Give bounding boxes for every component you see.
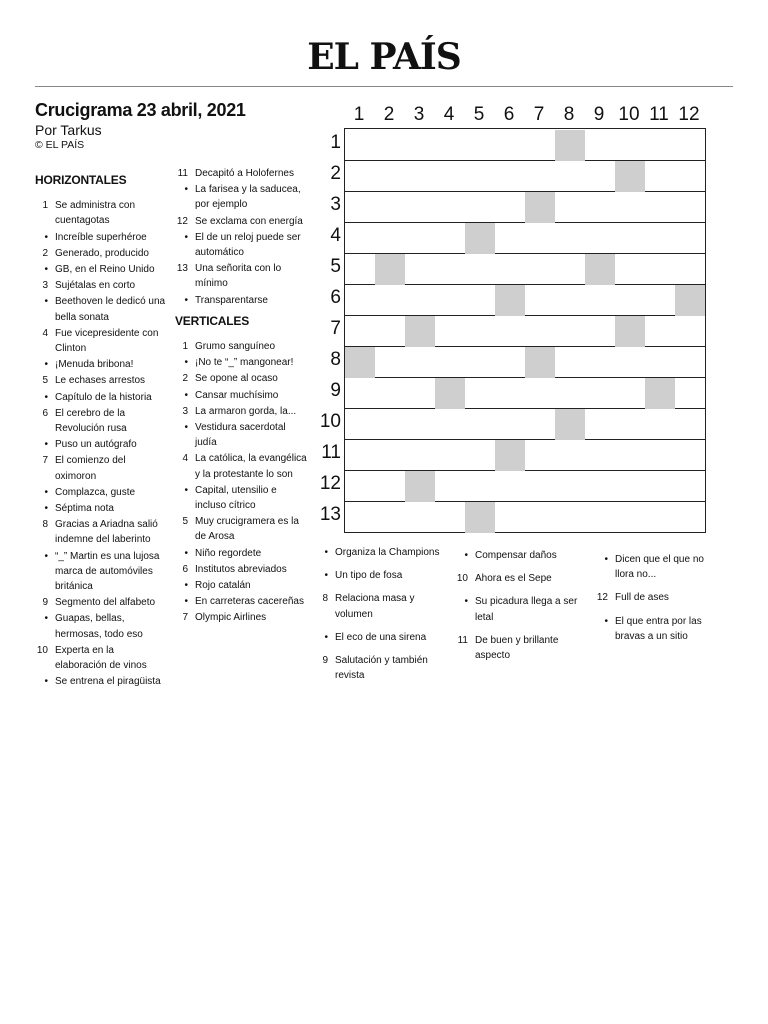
clue-text: Experta en la elaboración de vinos	[55, 644, 147, 672]
clue-item	[175, 230, 307, 260]
clue-number: 10	[36, 644, 48, 656]
row-number: 13	[319, 504, 341, 525]
clue-text: Muy crucigramera es la de Arosa	[195, 516, 299, 543]
clue-number: 3	[182, 405, 188, 417]
clue-text: Relaciona masa y volumen	[335, 593, 415, 620]
clue-text: De buen y brillante aspecto	[475, 634, 559, 662]
clue-number: 8	[322, 593, 328, 605]
clue-item	[315, 591, 445, 621]
copyright-notice: © EL PAÍS	[35, 139, 85, 151]
black-cell	[675, 285, 705, 316]
clue-text: ¡Menuda bribona!	[55, 359, 134, 371]
clue-text: Niño regordete	[195, 547, 262, 559]
clue-item	[175, 339, 307, 354]
clue-number: 3	[42, 280, 48, 292]
clue-item	[315, 630, 445, 645]
clue-text: Dicen que el que no llora no...	[615, 554, 704, 581]
black-cell	[465, 502, 495, 533]
clue-text: Se administra con cuentagotas	[55, 200, 136, 227]
masthead-logo: EL PAÍS	[307, 36, 461, 78]
clue-item	[175, 546, 307, 561]
clue-item	[35, 674, 167, 689]
clue-number: •	[44, 359, 48, 371]
clue-item	[35, 198, 167, 228]
row-number: 11	[321, 442, 341, 463]
clue-number: 9	[42, 597, 48, 609]
column-number: 2	[383, 104, 395, 125]
horizontales-heading: HORIZONTALES	[35, 173, 127, 187]
clue-number: 12	[176, 215, 188, 227]
clue-item	[35, 517, 167, 547]
clue-item	[175, 166, 307, 181]
clues-column-4	[455, 548, 585, 671]
clue-text: Capítulo de la historia	[55, 391, 152, 403]
row-number: 3	[330, 194, 341, 215]
black-cell	[555, 130, 585, 161]
clue-item	[35, 326, 167, 356]
grid-row-line	[345, 315, 705, 316]
clue-number: •	[44, 550, 48, 562]
clue-item	[595, 552, 710, 582]
clue-text: Cansar muchísimo	[195, 389, 279, 401]
clue-text: “_” Martin es una lujosa marca de automóviles británica	[55, 550, 160, 593]
clue-text: Séptima nota	[55, 503, 114, 515]
clues-column-2	[175, 166, 307, 627]
column-number: 12	[678, 104, 700, 125]
clue-item	[35, 611, 167, 641]
black-cell	[435, 378, 465, 409]
row-number: 8	[330, 349, 341, 370]
clue-text: Se opone al ocaso	[195, 373, 278, 385]
clue-number: 12	[596, 592, 608, 604]
black-cell	[405, 471, 435, 502]
clue-item	[35, 230, 167, 245]
clue-item	[35, 294, 167, 324]
clue-text: Segmento del alfabeto	[55, 597, 156, 609]
clue-number: •	[464, 550, 468, 561]
black-cell	[495, 285, 525, 316]
column-number: 8	[563, 104, 575, 125]
clue-text: Sujétalas en corto	[55, 280, 136, 292]
clue-text: Gracias a Ariadna salió indemne del laberinto	[55, 519, 158, 546]
grid-row-line	[345, 439, 705, 440]
clue-text: Capital, utensilio e incluso cítrico	[195, 484, 277, 512]
clue-number: 7	[42, 455, 48, 467]
clue-number: •	[44, 264, 48, 276]
clue-number: 4	[182, 453, 188, 465]
clue-item	[175, 214, 307, 229]
clue-number: 11	[457, 634, 468, 646]
clue-text: ¡No te “_” mangonear!	[195, 357, 294, 369]
black-cell	[405, 316, 435, 347]
clue-number: 5	[42, 375, 48, 387]
page-title: Crucigrama 23 abril, 2021	[35, 100, 246, 120]
clue-item	[175, 293, 307, 308]
clue-number: •	[44, 486, 48, 498]
black-cell	[525, 192, 555, 223]
black-cell	[585, 254, 615, 285]
clue-text: La farisea y la saducea, por ejemplo	[195, 184, 301, 211]
clue-item	[455, 633, 585, 663]
clue-text: Fue vicepresidente con Clinton	[55, 327, 159, 355]
column-number: 6	[503, 104, 515, 125]
black-cell	[495, 440, 525, 471]
clue-item	[175, 483, 307, 513]
clue-item	[315, 568, 445, 583]
clue-text: Se exclama con energía	[195, 215, 303, 227]
clue-number: •	[184, 294, 188, 306]
clue-item	[595, 590, 710, 605]
clue-text: Organiza la Champions	[335, 547, 440, 558]
clue-item	[35, 595, 167, 610]
black-cell	[645, 378, 675, 409]
clue-number: •	[44, 676, 48, 688]
grid-row-line	[345, 160, 705, 161]
clue-text: Decapitó a Holofernes	[195, 168, 294, 179]
crossword-grid[interactable]	[344, 128, 706, 533]
clue-item	[175, 420, 307, 450]
clue-text: Institutos abreviados	[195, 563, 287, 575]
clue-item	[35, 357, 167, 372]
clue-number: 9	[322, 655, 328, 667]
clue-item	[35, 437, 167, 452]
clue-text: Un tipo de fosa	[335, 570, 403, 582]
clue-text: El de un reloj puede ser automático	[195, 231, 301, 259]
clue-item	[35, 373, 167, 388]
row-number: 10	[319, 411, 341, 432]
clue-number: •	[44, 296, 48, 308]
clue-item	[175, 388, 307, 403]
clue-text: Rojo catalán	[195, 580, 251, 592]
clue-number: •	[44, 503, 48, 515]
black-cell	[345, 347, 375, 378]
clue-number: 2	[42, 247, 48, 259]
clue-item	[175, 578, 307, 593]
clue-number: •	[44, 439, 48, 451]
clue-item	[455, 548, 585, 563]
clue-text: Una señorita con lo mínimo	[195, 263, 282, 290]
clue-item	[315, 653, 445, 683]
clue-text: Complazca, guste	[55, 486, 136, 498]
clue-item	[315, 545, 445, 560]
clue-text: Puso un autógrafo	[55, 439, 137, 451]
black-cell	[615, 161, 645, 192]
black-cell	[525, 347, 555, 378]
clue-text: Su picadura llega a ser letal	[475, 596, 578, 623]
clue-number: 6	[42, 407, 48, 419]
horizontal-clue-list	[35, 198, 167, 689]
clue-item	[35, 549, 167, 595]
clue-number: •	[184, 357, 188, 369]
clue-number: •	[184, 596, 188, 608]
black-cell	[375, 254, 405, 285]
clue-number: 1	[42, 200, 48, 212]
clue-item	[35, 643, 167, 673]
clue-text: El que entra por las bravas a un sitio	[615, 615, 702, 642]
clues-column-1	[35, 173, 167, 691]
row-number: 5	[330, 256, 341, 277]
column-number: 7	[533, 104, 545, 125]
horizontal-clue-list-cont	[175, 166, 307, 308]
clue-item	[35, 278, 167, 293]
clue-number: 2	[182, 373, 188, 385]
clue-text: Generado, producido	[55, 247, 149, 259]
clue-number: •	[184, 580, 188, 592]
author-byline: Por Tarkus	[35, 122, 102, 138]
clue-text: Beethoven le dedicó una bella sonata	[55, 296, 166, 323]
row-number: 6	[330, 287, 341, 308]
clue-item	[35, 262, 167, 277]
clue-item	[35, 501, 167, 516]
clue-item	[175, 404, 307, 419]
column-number: 9	[593, 104, 605, 125]
clue-text: Transparentarse	[195, 294, 268, 306]
clue-item	[175, 610, 307, 625]
black-cell	[465, 223, 495, 254]
header-divider	[35, 86, 733, 87]
row-number: 2	[330, 163, 341, 184]
clue-item	[455, 571, 585, 586]
clue-text: Ahora es el Sepe	[475, 573, 552, 585]
clue-number: 6	[182, 563, 188, 575]
clue-number: •	[324, 570, 328, 582]
clue-number: 4	[42, 327, 48, 339]
clues-column-5	[595, 552, 710, 652]
clue-number: •	[604, 554, 608, 565]
clue-text: Increíble superhéroe	[55, 231, 147, 243]
clue-item	[455, 594, 585, 624]
row-number: 4	[330, 225, 341, 246]
clue-number: •	[44, 613, 48, 625]
black-cell	[555, 409, 585, 440]
clues-column-3	[315, 545, 445, 691]
clue-item	[35, 453, 167, 483]
column-number: 4	[443, 104, 455, 125]
clue-number: •	[184, 231, 188, 243]
column-number: 11	[649, 104, 669, 125]
clue-text: Compensar daños	[475, 550, 557, 561]
grid-row-line	[345, 470, 705, 471]
clue-item	[175, 562, 307, 577]
grid-row-line	[345, 501, 705, 502]
clue-number: 13	[176, 263, 188, 275]
clue-number: •	[184, 484, 188, 496]
row-number: 1	[330, 132, 341, 153]
column-number: 10	[618, 104, 640, 125]
clue-text: Full de ases	[615, 592, 669, 604]
clue-number: •	[324, 631, 328, 643]
clue-text: Guapas, bellas, hermosas, todo eso	[55, 613, 143, 640]
clue-number: •	[324, 547, 328, 558]
clue-text: Se entrena el piragüista	[55, 676, 161, 688]
clue-number: •	[44, 391, 48, 403]
clue-text: El cerebro de la Revolución rusa	[55, 407, 127, 435]
clue-text: Le echases arrestos	[55, 375, 146, 387]
clue-item	[175, 182, 307, 212]
clue-number: •	[184, 422, 188, 434]
clue-number: 11	[177, 168, 188, 179]
row-number: 12	[319, 473, 341, 494]
clue-number: 10	[456, 573, 468, 585]
row-number: 7	[330, 318, 341, 339]
column-number: 5	[473, 104, 485, 125]
clue-number: •	[184, 389, 188, 401]
clue-item	[175, 261, 307, 291]
clue-number: •	[464, 596, 468, 608]
clue-text: En carreteras cacereñas	[195, 596, 304, 608]
clue-text: Vestidura sacerdotal judía	[195, 422, 286, 449]
clue-item	[175, 451, 307, 481]
row-number: 9	[330, 380, 341, 401]
clue-number: 8	[42, 519, 48, 531]
clue-text: La católica, la evangélica y la protestante lo son	[195, 453, 307, 480]
clue-text: La armaron gorda, la...	[195, 405, 297, 417]
clue-number: 7	[182, 612, 188, 624]
column-number: 3	[413, 104, 425, 125]
column-number: 1	[353, 104, 365, 125]
clue-number: •	[184, 547, 188, 559]
clue-number: 1	[182, 341, 188, 353]
verticales-heading: VERTICALES	[175, 313, 250, 328]
clue-text: Grumo sanguíneo	[195, 341, 276, 353]
clue-text: Salutación y también revista	[335, 655, 428, 682]
clue-item	[175, 594, 307, 609]
clue-number: •	[44, 231, 48, 243]
clue-item	[35, 246, 167, 261]
clue-item	[595, 614, 710, 644]
clue-text: El comienzo del oximoron	[55, 455, 126, 482]
clue-number: 5	[182, 516, 188, 528]
clue-text: Olympic Airlines	[195, 612, 267, 624]
black-cell	[615, 316, 645, 347]
clue-number: •	[604, 615, 608, 627]
clue-item	[175, 514, 307, 544]
clue-item	[35, 406, 167, 436]
clue-text: GB, en el Reino Unido	[55, 264, 155, 276]
clue-text: El eco de una sirena	[335, 631, 427, 643]
vertical-clue-list	[175, 339, 307, 626]
clue-item	[175, 371, 307, 386]
clue-number: •	[184, 184, 188, 196]
clue-item	[35, 485, 167, 500]
clue-item	[35, 390, 167, 405]
clue-item	[175, 355, 307, 370]
